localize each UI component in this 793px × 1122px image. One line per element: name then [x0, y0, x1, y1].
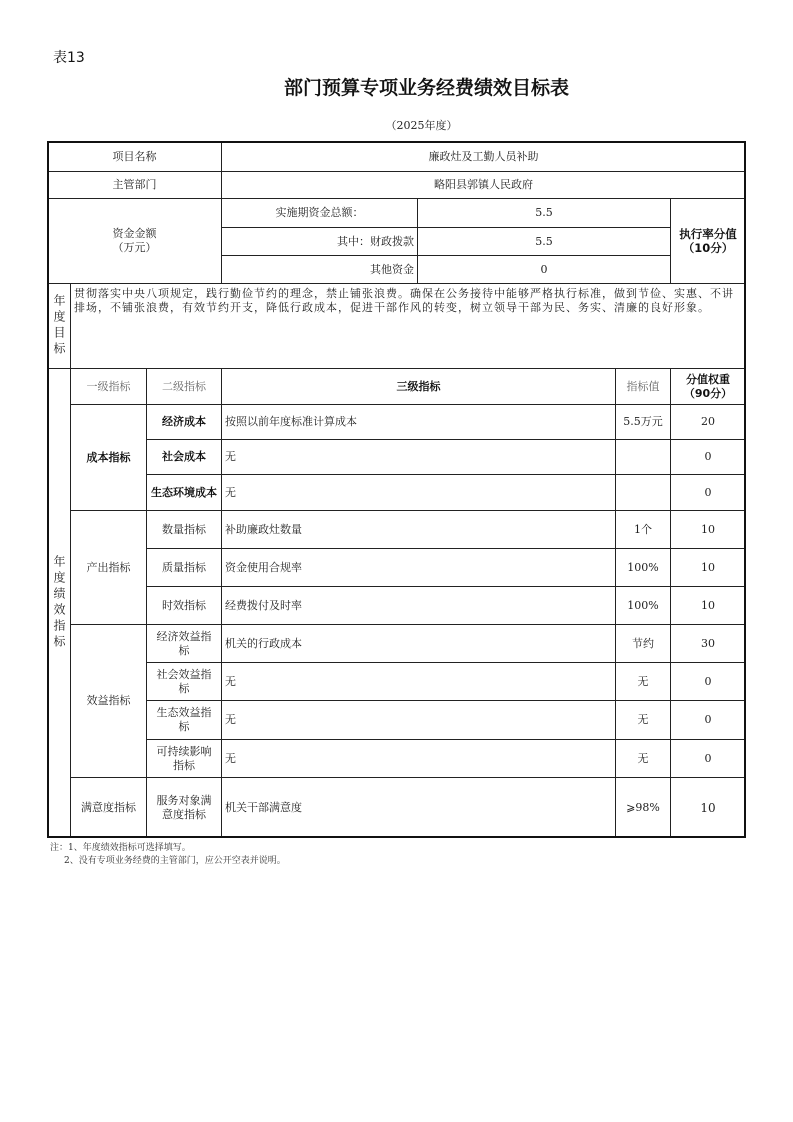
indicator-level3: 无	[221, 662, 616, 701]
indicators-label	[47, 368, 71, 838]
header-level2: 二级指标	[146, 368, 222, 405]
exec-rate-score	[670, 198, 746, 284]
indicator-value	[615, 474, 671, 511]
notes	[50, 842, 286, 868]
group-output-level1: 产出指标	[70, 510, 147, 625]
indicator-value: 5.5万元	[615, 404, 671, 440]
indicator-level2: 质量指标	[146, 548, 222, 587]
funds-total-value: 5.5	[417, 198, 671, 228]
annual-goal-text: 贯彻落实中央八项规定，践行勤俭节约的理念，禁止铺张浪费。确保在公务接待中能够严格执行标准，做到节俭、实惠、不讲排场，不铺张浪费，有效节约开支，降低行政成本，促进干部作风的转变，树立领导干部为民、务实、清廉的良好形象。	[70, 283, 746, 369]
indicator-level2: 时效指标	[146, 586, 222, 625]
indicator-level2: 经济成本	[146, 404, 222, 440]
funds-label	[47, 198, 222, 284]
header-value: 指标值	[615, 368, 671, 405]
department-value: 略阳县郭镇人民政府	[221, 171, 746, 199]
indicator-weight: 0	[670, 662, 746, 701]
indicator-level3: 补助廉政灶数量	[221, 510, 616, 549]
annual-goal-label-text: 年度目标	[52, 294, 66, 358]
indicator-weight: 0	[670, 474, 746, 511]
indicator-weight: 0	[670, 700, 746, 740]
indicator-level3: 机关干部满意度	[221, 777, 616, 838]
indicator-level2: 数量指标	[146, 510, 222, 549]
indicator-level3: 无	[221, 439, 616, 475]
note-2: 2、没有专项业务经费的主管部门，应公开空表并说明。	[64, 856, 286, 866]
indicator-value: ⩾98%	[615, 777, 671, 838]
project-name-value: 廉政灶及工勤人员补助	[221, 141, 746, 172]
indicator-weight: 30	[670, 624, 746, 663]
header-level3: 三级指标	[221, 368, 616, 405]
indicator-level2: 生态效益指标	[146, 700, 222, 740]
indicator-level3: 无	[221, 739, 616, 778]
indicator-weight: 0	[670, 439, 746, 475]
header-level1: 一级指标	[70, 368, 147, 405]
indicator-level2: 服务对象满意度指标	[146, 777, 222, 838]
funds-fiscal-label: 其中：财政拨款	[221, 227, 418, 256]
indicator-value: 100%	[615, 548, 671, 587]
funds-other-value: 0	[417, 255, 671, 284]
table-number: 表13	[53, 50, 85, 66]
indicator-weight: 0	[670, 739, 746, 778]
indicator-level2: 生态环境成本	[146, 474, 222, 511]
indicator-level2: 社会效益指标	[146, 662, 222, 701]
indicator-weight: 10	[670, 510, 746, 549]
indicator-value: 1个	[615, 510, 671, 549]
indicator-level3: 机关的行政成本	[221, 624, 616, 663]
indicator-value: 无	[615, 700, 671, 740]
group-benefit-level1: 效益指标	[70, 624, 147, 778]
group-satisfaction-level1: 满意度指标	[70, 777, 147, 838]
page-title: 部门预算专项业务经费绩效目标表	[283, 77, 569, 99]
indicator-value: 无	[615, 739, 671, 778]
annual-goal-label	[47, 283, 71, 369]
indicators-label-text: 年度绩效指标	[52, 555, 66, 651]
indicator-level2: 社会成本	[146, 439, 222, 475]
funds-other-label: 其他资金	[221, 255, 418, 284]
indicator-weight: 10	[670, 548, 746, 587]
year-label: （2025年度）	[385, 119, 458, 132]
indicator-level3: 无	[221, 700, 616, 740]
indicator-value	[615, 439, 671, 475]
indicator-level3: 经费拨付及时率	[221, 586, 616, 625]
indicator-level3: 资金使用合规率	[221, 548, 616, 587]
indicator-weight: 10	[670, 586, 746, 625]
header-weight-line1: 分值权重	[686, 372, 730, 386]
funds-total-label: 实施期资金总额：	[221, 198, 418, 228]
indicator-value: 节约	[615, 624, 671, 663]
department-label: 主管部门	[47, 171, 222, 199]
indicator-weight: 20	[670, 404, 746, 440]
exec-rate-line1: 执行率分值	[679, 227, 737, 241]
funds-label-line2: （万元）	[112, 241, 157, 254]
indicator-level2: 经济效益指标	[146, 624, 222, 663]
funds-label-line1: 资金金额	[112, 227, 157, 240]
header-weight	[670, 368, 746, 405]
indicator-level2: 可持续影响指标	[146, 739, 222, 778]
funds-fiscal-value: 5.5	[417, 227, 671, 256]
project-name-label: 项目名称	[47, 141, 222, 172]
group-cost-level1: 成本指标	[70, 404, 147, 511]
indicator-value: 100%	[615, 586, 671, 625]
indicator-level3: 按照以前年度标准计算成本	[221, 404, 616, 440]
note-1: 注：1、年度绩效指标可选择填写。	[50, 843, 191, 853]
indicator-level3: 无	[221, 474, 616, 511]
indicator-value: 无	[615, 662, 671, 701]
header-weight-line2: （90分）	[683, 386, 733, 400]
exec-rate-line2: （10分）	[682, 241, 734, 255]
indicator-weight: 10	[670, 777, 746, 838]
